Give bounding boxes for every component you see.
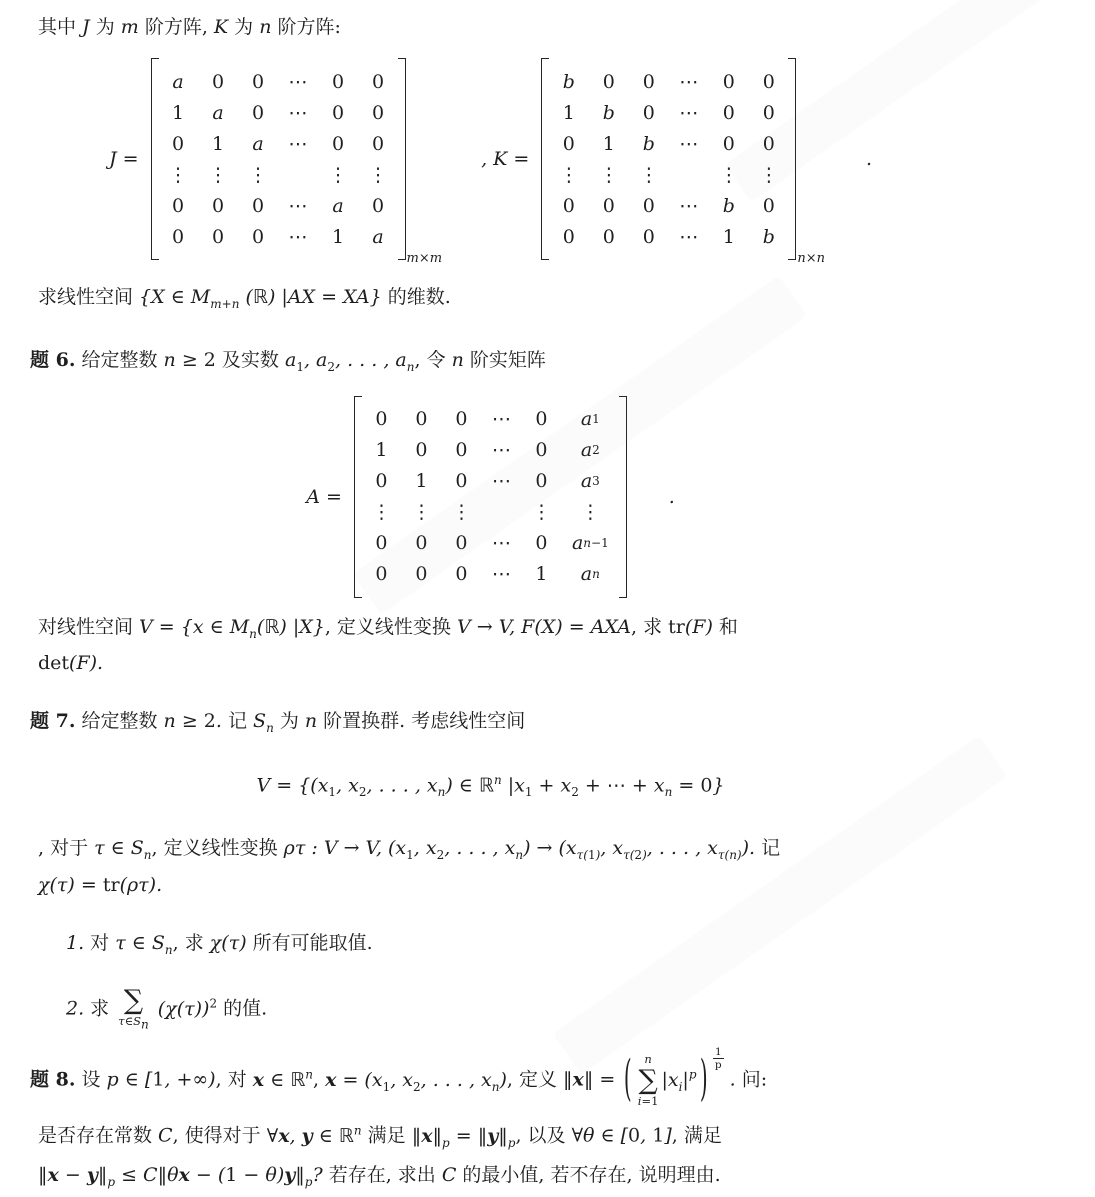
- matrix-cell: 1: [375, 439, 388, 462]
- matrix-cell: 0: [212, 225, 225, 248]
- matrix-cell: 0: [602, 194, 615, 217]
- matrix-cell: 0: [762, 132, 775, 155]
- left-bracket: [541, 58, 549, 260]
- matrix-cell: ⋯: [679, 225, 699, 248]
- matrix-cell: 0: [372, 70, 385, 93]
- matrix-cell: 0: [172, 132, 185, 155]
- matrix-cell: 0: [455, 563, 468, 586]
- matrix-cell: ⋯: [491, 563, 511, 586]
- matrix-cell: ⋯: [491, 408, 511, 431]
- matrix-cell: 0: [455, 532, 468, 555]
- exponent-fraction: $\frac{1}{p}$: [714, 1045, 722, 1072]
- matrix-cell: 0: [332, 70, 345, 93]
- matrix-cell: 1: [562, 101, 575, 124]
- matrix-cell: ⋯: [491, 532, 511, 555]
- matrix-cell: 0: [642, 225, 655, 248]
- matrix-cell: 0: [455, 439, 468, 462]
- matrix-cell: a 1: [580, 408, 600, 431]
- matrix-cell: ⋮: [759, 163, 779, 186]
- matrix-cell: 0: [415, 563, 428, 586]
- matrix-cell: ⋯: [491, 470, 511, 493]
- matrix-cell: 0: [415, 439, 428, 462]
- matrix-cell: 0: [722, 70, 735, 93]
- matrix-cell: 1: [602, 132, 615, 155]
- matrix-cell: 0: [415, 532, 428, 555]
- matrix-cell: 0: [252, 101, 265, 124]
- matrix-cell: 0: [602, 70, 615, 93]
- problem7-body-line1: , 对于 τ ∈ $S_n$, 定义线性变换 ρτ : V → V, ($x_1$, $x_2$, . . . , $x_n) \to (x_{\tau(1)}$, $x_{\tau(2)}$, . . . , $x_{\tau(n)}$). 记: [38, 837, 781, 863]
- matrix-cell: ⋮: [531, 501, 551, 524]
- matrix-cell: 1: [415, 470, 428, 493]
- matrix-cell: ⋯: [288, 132, 308, 155]
- matrix-cell: ⋯: [679, 132, 699, 155]
- matrix-k: [481, 58, 873, 266]
- matrix-cell: 1: [722, 225, 735, 248]
- matrix-cell: 1: [535, 563, 548, 586]
- matrix-cell: 0: [762, 101, 775, 124]
- problem7-heading: 题 7. 给定整数 n ≥ 2. 记 $S_n$ 为 n 阶置换群. 考虑线性空间: [30, 710, 526, 736]
- matrix-cell: 0: [252, 225, 265, 248]
- matrix-cell: 0: [562, 132, 575, 155]
- big-parenthesis: (: [624, 1051, 632, 1108]
- matrix-cell: 0: [332, 132, 345, 155]
- matrix-label: , K =: [481, 148, 530, 170]
- matrix-label: J =: [108, 148, 139, 170]
- matrix-cell: a: [372, 225, 384, 248]
- matrix-cell: ⋯: [288, 225, 308, 248]
- matrix-cell: 0: [375, 470, 388, 493]
- matrix-cell: 0: [375, 563, 388, 586]
- problem6-body-line1: 对线性空间 V = {x ∈ $M_n(ℝ)$ |X}, 定义线性变换 V → V, F(X) = AXA, 求 tr(F) 和: [38, 615, 738, 641]
- summation-sigma: ∑ $\tau\in S_n$: [118, 984, 149, 1032]
- matrix-cell: 0: [535, 408, 548, 431]
- matrix-cell: 0: [252, 70, 265, 93]
- matrix-cell: ⋮: [559, 163, 579, 186]
- matrix-cell: ⋮: [639, 163, 659, 186]
- matrix-cell: a n−1: [571, 532, 609, 555]
- matrix-cell: 0: [642, 101, 655, 124]
- matrix-cell: ⋯: [679, 194, 699, 217]
- matrix-tail-period: .: [865, 148, 873, 170]
- v-space-equation: $V = \{(x_1$, $x_2$, . . . , $x_n$) ∈ ℝ$^n$ $|x_1 + x_2$ + ⋯ + $x_n = 0$}: [256, 773, 725, 800]
- matrix-tail-period: .: [668, 485, 675, 508]
- matrix-cell: 0: [212, 194, 225, 217]
- problem6-heading: 题 6. 给定整数 n ≥ 2 及实数 $a_1$, $a_2$, . . . , $a_n$, 令 n 阶实矩阵: [30, 348, 546, 374]
- matrix-cell: 0: [562, 194, 575, 217]
- matrix-cell: ⋮: [328, 163, 348, 186]
- matrix-cell: ⋮: [368, 163, 388, 186]
- matrix-cell: 0: [375, 532, 388, 555]
- intro-line: 其中 J 为 m 阶方阵, K 为 n 阶方阵:: [38, 16, 341, 38]
- matrix-cell: 0: [332, 101, 345, 124]
- matrix-cell: ⋯: [679, 70, 699, 93]
- matrix-cell: 0: [642, 70, 655, 93]
- matrix-cell: ⋯: [679, 101, 699, 124]
- matrix-cell: ⋮: [599, 163, 619, 186]
- matrix-cell: a 3: [580, 470, 600, 493]
- matrix-cell: 0: [602, 225, 615, 248]
- right-bracket: [788, 58, 796, 260]
- matrix-cell: ⋮: [719, 163, 739, 186]
- matrix-cell: ⋮: [411, 501, 431, 524]
- matrix-size-subscript: m×m: [406, 251, 443, 266]
- matrix-cell: a: [212, 101, 224, 124]
- matrix-cell: a: [172, 70, 184, 93]
- left-bracket: [151, 58, 159, 260]
- matrix-cell: 0: [415, 408, 428, 431]
- matrix-cell: 0: [455, 408, 468, 431]
- left-bracket: [354, 396, 362, 598]
- matrix-cell: b: [642, 132, 655, 155]
- matrix-cell: a n: [580, 563, 600, 586]
- summation-sigma: n ∑ i=1: [637, 1052, 659, 1108]
- matrix-cell: 1: [212, 132, 225, 155]
- dimension-question: 求线性空间 {X ∈ $M_{m+n}$ (ℝ) |AX = XA} 的维数.: [38, 286, 451, 311]
- matrix-cell: b: [602, 101, 615, 124]
- matrix-cell: 0: [722, 132, 735, 155]
- matrix-cell: b: [722, 194, 735, 217]
- matrix-a-display: [38, 396, 943, 598]
- matrix-cell: 1: [332, 225, 345, 248]
- matrix-cell: 0: [212, 70, 225, 93]
- matrix-cell: ⋮: [580, 501, 600, 524]
- matrix-cell: ⋯: [288, 194, 308, 217]
- matrix-cell: 0: [762, 194, 775, 217]
- right-bracket: [398, 58, 406, 260]
- problem7-item-1: 1. 对 τ ∈ $S_n$, 求 χ(τ) 所有可能取值.: [66, 932, 373, 957]
- matrix-cell: 0: [375, 408, 388, 431]
- matrix-cell: 0: [252, 194, 265, 217]
- matrix-label: A =: [306, 485, 342, 508]
- problem8-line1: 题 8. 设 p ∈ [1, +∞), 对 x ∈ ℝ$^n$, $x = (x_1$, $x_2$, . . . , $x_n$), 定义 ‖x‖ = ( n ∑ i=1 $|x_i|^p$ ) $\frac{1}{p}$ . 问:: [30, 1045, 768, 1108]
- matrix-cell: ⋯: [288, 70, 308, 93]
- matrix-cell: 0: [455, 470, 468, 493]
- matrix-cell: 0: [642, 194, 655, 217]
- matrix-cell: ⋮: [371, 501, 391, 524]
- matrix-size-subscript: n×n: [797, 251, 825, 266]
- problem7-item-2: 2. 求 ∑ $\tau\in S_n$ $(\chi(\tau))^2$ 的值.: [66, 984, 268, 1032]
- matrix-cell: a: [252, 132, 264, 155]
- matrix-cell: 0: [372, 132, 385, 155]
- problem8-line3: ‖x − $y‖_p$ ≤ C‖θx − $(1 - \theta)y‖_p$? 若存在, 求出 C 的最小值, 若不存在, 说明理由.: [38, 1163, 721, 1189]
- matrix-cell: 0: [762, 70, 775, 93]
- matrix-cell: ⋮: [248, 163, 268, 186]
- matrix-cell: 0: [372, 194, 385, 217]
- problem6-body-line2: det(F).: [38, 652, 104, 675]
- matrix-cell: 0: [172, 194, 185, 217]
- problem7-body-line2: χ(τ) = tr(ρτ).: [38, 874, 163, 897]
- matrix-cell: 0: [562, 225, 575, 248]
- matrix-a: [306, 396, 675, 598]
- matrix-cell: 0: [372, 101, 385, 124]
- matrix-cell: 0: [722, 101, 735, 124]
- matrix-cell: ⋯: [491, 439, 511, 462]
- matrix-cell: ⋮: [168, 163, 188, 186]
- problem8-line2: 是否存在常数 C, 使得对于 ∀x, y ∈ ℝ$^n$ 满足 $‖x‖_p$ = $‖y‖_p$, 以及 ∀θ ∈ [0, 1], 满足: [38, 1123, 722, 1150]
- matrix-cell: a 2: [580, 439, 600, 462]
- matrix-cell: 0: [172, 225, 185, 248]
- matrix-cell: 1: [172, 101, 185, 124]
- matrix-j: [108, 58, 443, 266]
- matrix-cell: ⋮: [208, 163, 228, 186]
- jk-matrices-display: [38, 58, 943, 266]
- big-parenthesis: ): [699, 1051, 708, 1108]
- matrix-cell: b: [562, 70, 575, 93]
- matrix-cell: 0: [535, 439, 548, 462]
- matrix-cell: 0: [535, 470, 548, 493]
- matrix-cell: a: [332, 194, 344, 217]
- matrix-cell: b: [762, 225, 775, 248]
- right-bracket: [619, 396, 627, 598]
- matrix-cell: 0: [535, 532, 548, 555]
- matrix-cell: ⋯: [288, 101, 308, 124]
- matrix-cell: ⋮: [451, 501, 471, 524]
